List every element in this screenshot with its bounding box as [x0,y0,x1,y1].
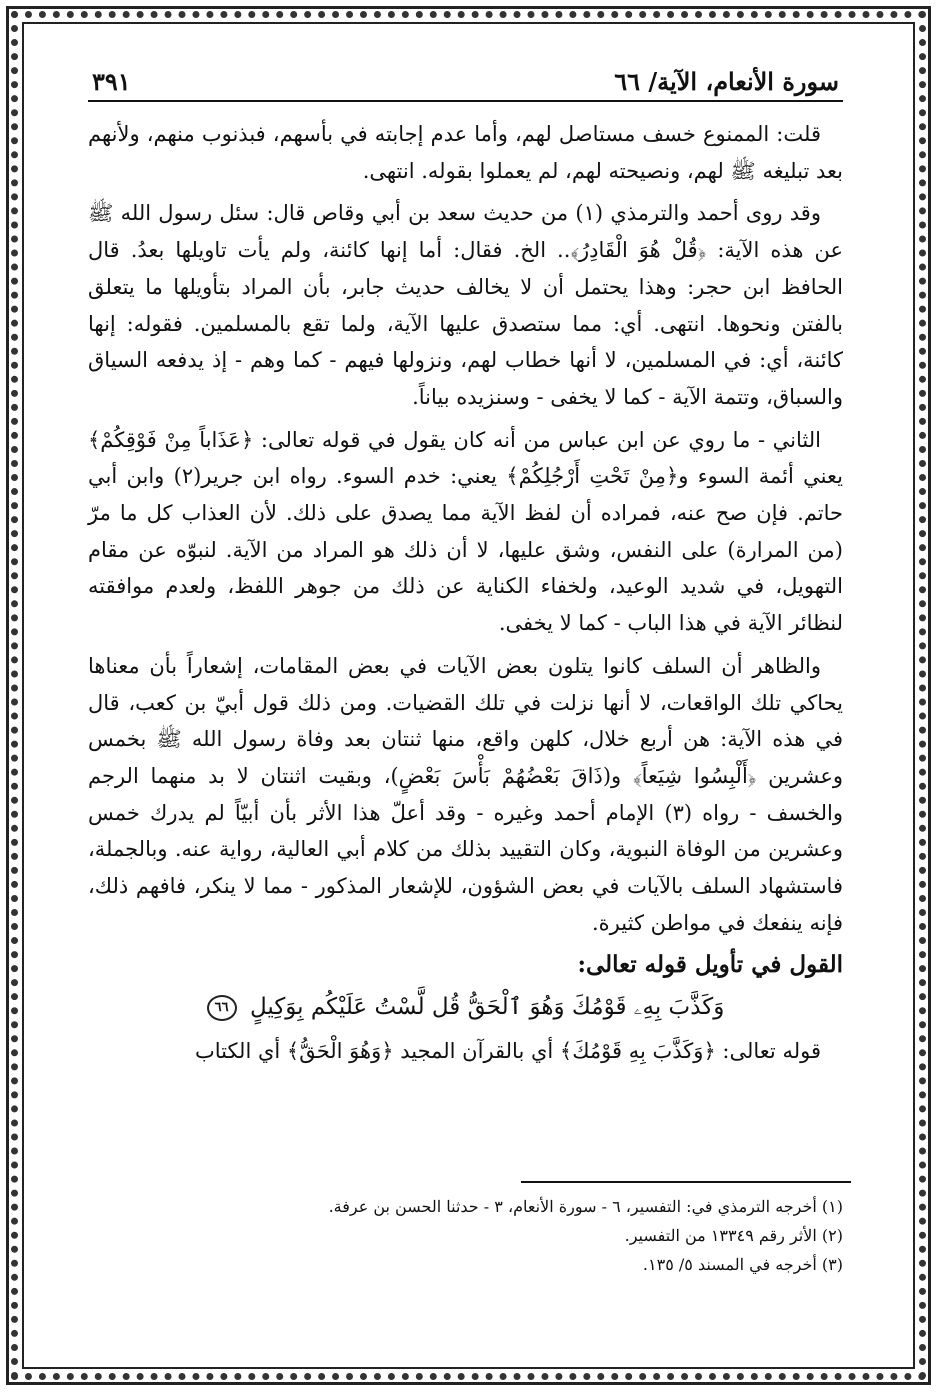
closing-paragraph: قوله تعالى: ﴿وَكَذَّبَ بِهِ قَوْمُكَ﴾ أي بالقرآن المجيد ﴿وَهُوَ الْحَقُّ﴾ أي الكتاب [194,1039,821,1064]
paragraph-3: الثاني - ما روي عن ابن عباس من أنه كان يقول في قوله تعالى: ﴿عَذَاباً مِنْ فَوْقِكُمْ﴾ يعني أئمة السوء و﴿مِنْ تَحْتِ أَرْجُلِكُمْ﴾ يعني: خدم السوء. رواه ابن جرير(٢) وابن أبي حاتم. فإن صح عنه، فمراده أن لفظ الآية مما يصدق على ذلك. لأن العذاب كل ما مرّ (من المرارة) على النفس، وشق عليها، لا أن ذلك هو المراد من الآية. لنبوّه عن مقام التهويل، في شديد الوعيد، ولخفاء الكناية عن ذلك من جوهر اللفظ، ولعدم موافقته لنظائر الآية في هذا الباب - كما لا يخفى. [88,427,843,636]
footnotes [143,1192,843,1279]
verse-text: وَكَذَّبَ بِهِۦ قَوْمُكَ وَهُوَ ٱلْحَقُّ قُل لَّسْتُ عَلَيْكُم بِوَكِيلٍ [249,994,725,1021]
footnote-divider [521,1181,851,1183]
header-title: سورة الأنعام، الآية/ ٦٦ [614,67,839,96]
footnote-1: (١) أخرجه الترمذي في: التفسير، ٦ - سورة الأنعام، ٣ - حدثنا الحسن بن عرفة. [328,1197,843,1216]
section-heading: القول في تأويل قوله تعالى: [577,951,843,979]
footnote-3: (٣) أخرجه في المسند ٥/ ١٣٥. [642,1255,843,1274]
footnote-2: (٢) الأثر رقم ١٣٣٤٩ من التفسير. [624,1226,843,1245]
paragraph-4: والظاهر أن السلف كانوا يتلون بعض الآيات في بعض المقامات، إشعاراً بأن معناها يحاكي تلك الواقعات، لا أنها نزلت في تلك القضيات. ومن ذلك قول أبيّ بن كعب، قال في هذه الآية: هن أربع خلال، كلهن واقع، منها ثنتان بعد وفاة رسول الله ﷺ بخمس وعشرين ﴿أَلْبِسُوا شِيَعاً﴾ و(ذَاقَ بَعْضُهُمْ بَأْسَ بَعْضٍ)، وبقيت اثنتان لا بد منهما الرجم والخسف - رواه (٣) الإمام أحمد وغيره - وقد أعلّ هذا الأثر بأن أبيّاً لم يدرك خمس وعشرين من الوفاة النبوية، وكان التقييد بذلك من كلام أبي العالية، رواية عنه. وبالجملة، فاستشهاد السلف بالآيات في بعض الشؤون، للإشعار المذكور - مما لا ينكر، فافهم ذلك، فإنه ينفعك في مواطن كثيرة. [88,653,844,935]
paragraph-2: وقد روى أحمد والترمذي (١) من حديث سعد بن أبي وقاص قال: سئل رسول الله ﷺ عن هذه الآية: ﴿قُلْ هُوَ الْقَادِرُ﴾.. الخ. فقال: أما إنها كائنة، ولم يأت تاويلها بعدُ. قال الحافظ ابن حجر: وهذا يحتمل أن لا يخالف حديث جابر، بأن المراد بتأويلها ما يتعلق بالفتن ونحوها. انتهى. أي: مما ستصدق عليها الآية، ولما تقع بالمسلمين. فقوله: إنها كائنة، أي: في المسلمين، لا أنها خطاب لهم، ونزولها فيهم - كما وهم - إذ يدفعه السياق والسباق، وتتمة الآية - كما لا يخفى - وسنزيده بياناً. [88,201,843,409]
quran-verse [88,987,843,1027]
page-number: ٣٩١ [92,67,131,96]
running-header [88,60,843,102]
body-text [88,116,843,1070]
page-content [88,60,843,1076]
paragraph-1: قلت: الممنوع خسف مستاصل لهم، وأما عدم إجابته في بأسهم، فبذنوب منهم، ولأنهم بعد تبليغه ﷺ لهم، ونصيحته لهم، لم يعملوا بقوله. انتهى. [88,122,843,183]
verse-number-marker: ٦٦ [207,995,237,1021]
